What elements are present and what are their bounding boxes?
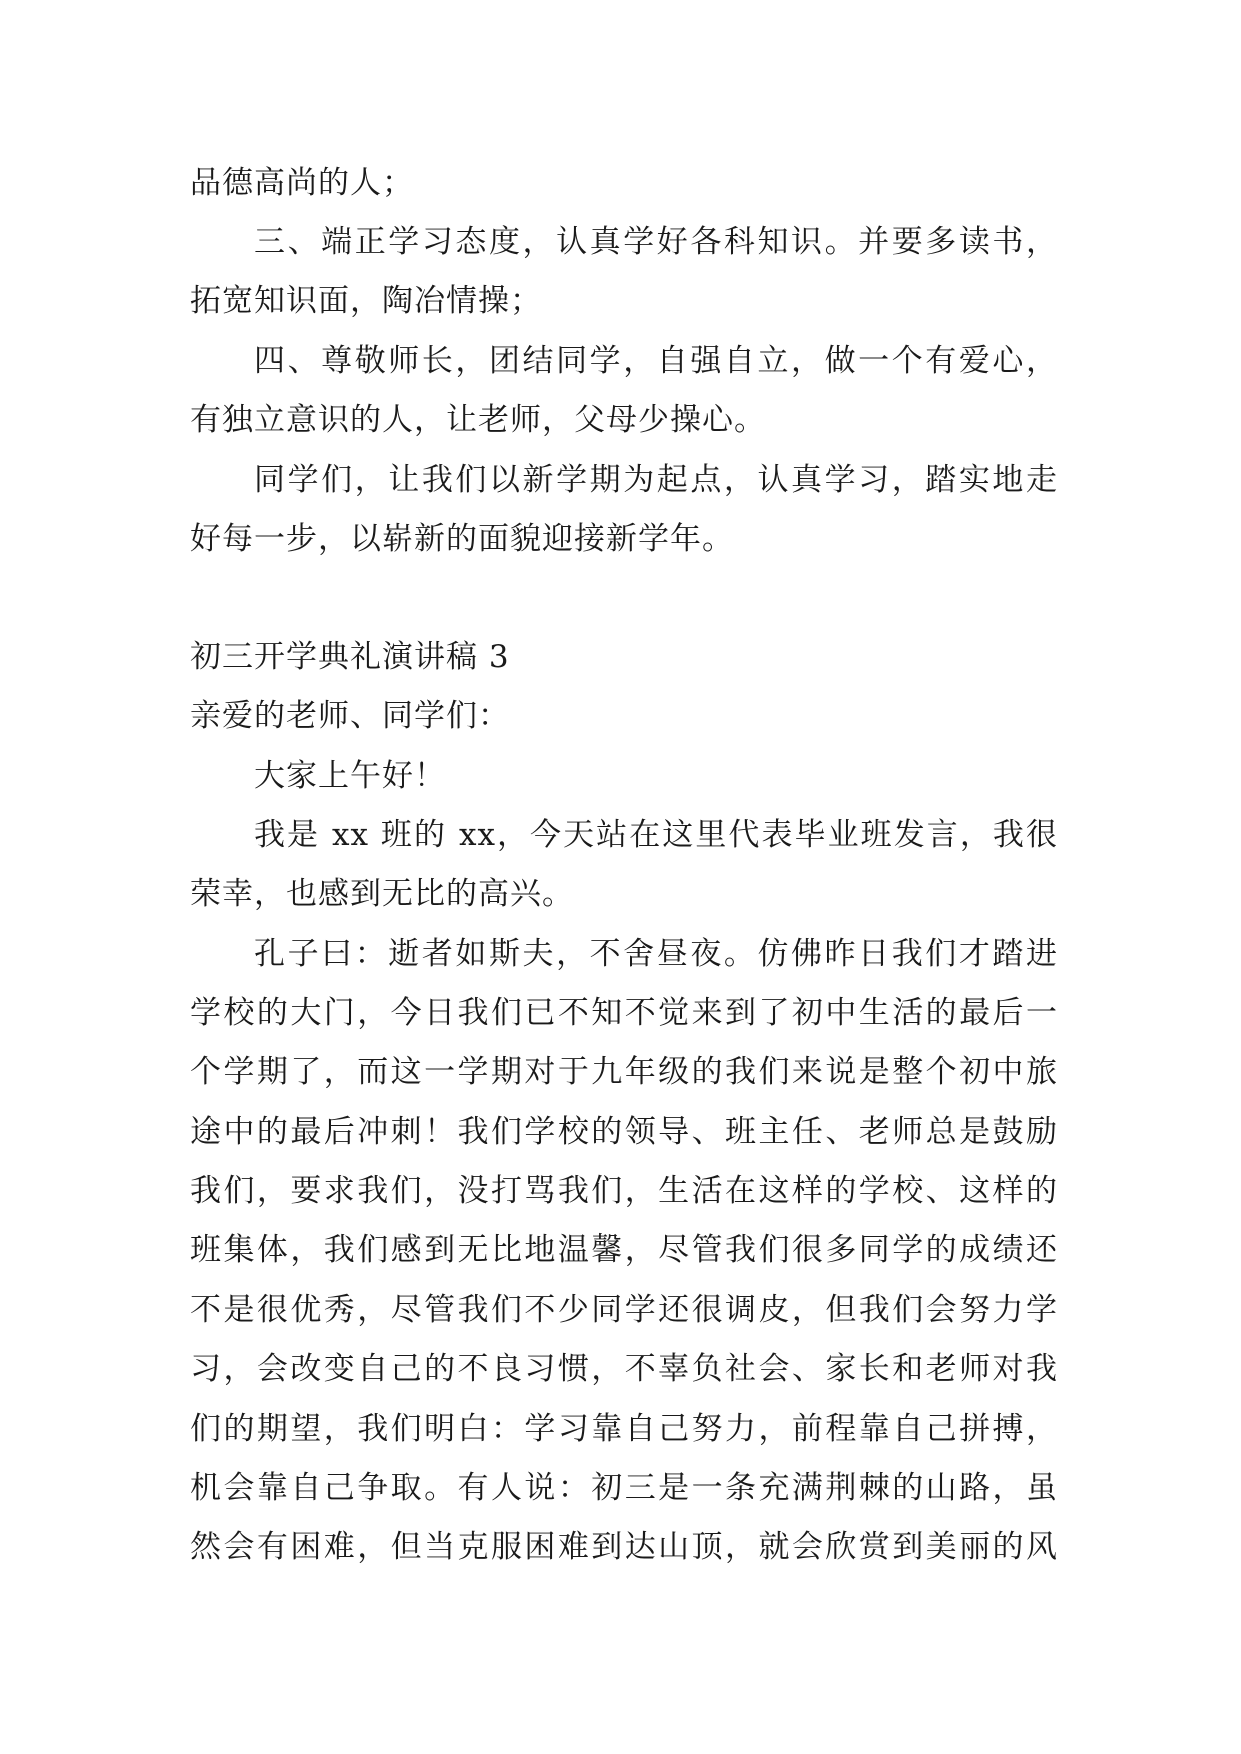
text-line: 机会靠自己争取。有人说：初三是一条充满荆棘的山路，虽 [190,1470,1058,1506]
text-line: 不是很优秀，尽管我们不少同学还很调皮，但我们会努力学 [190,1292,1058,1328]
text-line: 班集体，我们感到无比地温馨，尽管我们很多同学的成绩还 [190,1232,1058,1268]
text-line: 有独立意识的人，让老师，父母少操心。 [190,402,766,438]
section-heading: 初三开学典礼演讲稿 3 [190,639,510,675]
text-line: 好每一步，以崭新的面貌迎接新学年。 [190,521,734,557]
text-line: 拓宽知识面，陶冶情操； [190,283,542,319]
text-line: 个学期了，而这一学期对于九年级的我们来说是整个初中旅 [190,1054,1058,1090]
text-line: 然会有困难，但当克服困难到达山顶，就会欣赏到美丽的风 [190,1529,1058,1565]
text-line: 们的期望，我们明白：学习靠自己努力，前程靠自己拼搏， [190,1411,1058,1447]
text-line: 学校的大门，今日我们已不知不觉来到了初中生活的最后一 [190,995,1058,1031]
text-line: 我们，要求我们，没打骂我们，生活在这样的学校、这样的 [190,1173,1058,1209]
text-line: 品德高尚的人； [190,165,414,201]
text-line: 途中的最后冲刺！我们学校的领导、班主任、老师总是鼓励 [190,1114,1058,1150]
text-line: 习，会改变自己的不良习惯，不辜负社会、家长和老师对我 [190,1351,1058,1387]
text-line: 四、尊敬师长，团结同学，自强自立，做一个有爱心， [254,343,1058,379]
text-line: 我是 xx 班的 xx，今天站在这里代表毕业班发言，我很 [254,817,1058,853]
greeting: 大家上午好！ [254,758,446,794]
text-line: 荣幸，也感到无比的高兴。 [190,876,574,912]
text-line: 同学们，让我们以新学期为起点，认真学习，踏实地走 [254,462,1058,498]
text-line: 孔子曰：逝者如斯夫，不舍昼夜。仿佛昨日我们才踏进 [254,936,1058,972]
text-line: 三、端正学习态度，认真学好各科知识。并要多读书， [254,224,1058,260]
salutation: 亲爱的老师、同学们： [190,698,510,734]
